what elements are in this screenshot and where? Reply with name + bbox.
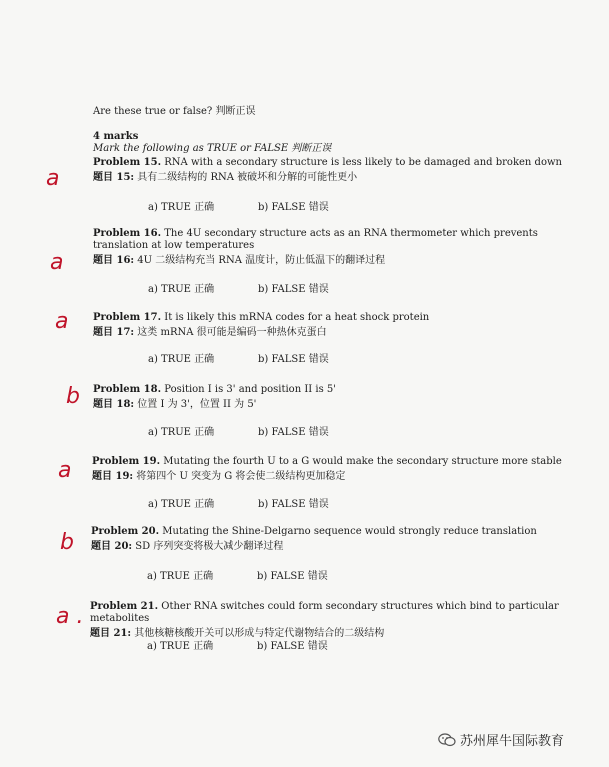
- problem-21: [90, 601, 590, 640]
- problem-text: The 4U secondary structure acts as an RNA thermometer which prevents translation at low temperatures: [93, 228, 538, 251]
- option-true: a) TRUE 正确: [148, 499, 215, 510]
- choices-17: [148, 354, 329, 366]
- option-false: b) FALSE 错误: [258, 427, 329, 438]
- problem-15: [93, 157, 593, 184]
- handwritten-answer: b: [60, 530, 74, 555]
- choices-15: [148, 202, 329, 214]
- option-true: a) TRUE 正确: [148, 354, 215, 365]
- problem-text: Mutating the Shine-Delgarno sequence would strongly reduce translation: [162, 526, 537, 537]
- problem-text-zh: 4U 二级结构充当 RNA 温度计，防止低温下的翻译过程: [137, 255, 386, 266]
- option-false: b) FALSE 错误: [258, 499, 329, 510]
- problem-number: Problem 18.: [93, 384, 162, 395]
- instruction-text: Mark the following as TRUE or FALSE 判断正误: [93, 143, 332, 154]
- option-false: b) FALSE 错误: [257, 641, 328, 652]
- option-true: a) TRUE 正确: [147, 641, 214, 652]
- problem-text: Position I is 3' and position II is 5': [164, 384, 337, 395]
- problem-20: [91, 526, 591, 553]
- option-true: a) TRUE 正确: [147, 571, 214, 582]
- problem-text-zh: 其他核糖核酸开关可以形成与特定代谢物结合的二级结构: [134, 628, 385, 639]
- problem-number: Problem 15.: [93, 157, 162, 168]
- problem-text-zh: SD 序列突变将极大减少翻译过程: [135, 541, 284, 552]
- problem-number: Problem 21.: [90, 601, 159, 612]
- choices-19: [148, 499, 329, 511]
- choices-21: [147, 641, 328, 653]
- problem-text-zh: 位置 I 为 3'，位置 II 为 5': [137, 399, 257, 410]
- intro-question: Are these true or false? 判断正误: [93, 106, 256, 117]
- problem-text: It is likely this mRNA codes for a heat shock protein: [164, 312, 430, 323]
- problem-number-zh: 题目 17:: [93, 327, 135, 338]
- problem-text-zh: 具有二级结构的 RNA 被破坏和分解的可能性更小: [137, 172, 358, 183]
- marks-label: 4 marks: [93, 131, 139, 142]
- problem-text: RNA with a secondary structure is less likely to be damaged and broken down: [164, 157, 562, 168]
- choices-16: [148, 284, 329, 296]
- option-false: b) FALSE 错误: [258, 284, 329, 295]
- option-true: a) TRUE 正确: [148, 202, 215, 213]
- problem-18: [93, 384, 593, 411]
- problem-number: Problem 19.: [92, 456, 161, 467]
- handwritten-answer: a: [46, 166, 60, 191]
- problem-text: Mutating the fourth U to a G would make the secondary structure more stable: [163, 456, 562, 467]
- handwritten-answer: a: [55, 309, 69, 334]
- problem-number-zh: 题目 18:: [93, 399, 135, 410]
- watermark: [438, 730, 564, 749]
- option-false: b) FALSE 错误: [258, 354, 329, 365]
- option-true: a) TRUE 正确: [148, 427, 215, 438]
- choices-20: [147, 571, 328, 583]
- problem-number-zh: 题目 20:: [91, 541, 133, 552]
- handwritten-answer: a: [50, 250, 64, 275]
- problem-number: Problem 17.: [93, 312, 162, 323]
- problem-number: Problem 20.: [91, 526, 160, 537]
- problem-number: Problem 16.: [93, 228, 162, 239]
- watermark-text: 苏州犀牛国际教育: [460, 734, 565, 749]
- problem-16: [93, 228, 593, 267]
- choices-18: [148, 427, 329, 439]
- option-true: a) TRUE 正确: [148, 284, 215, 295]
- problem-text-zh: 这类 mRNA 很可能是编码一种热休克蛋白: [137, 327, 327, 338]
- problem-text-zh: 将第四个 U 突变为 G 将会使二级结构更加稳定: [136, 471, 346, 482]
- handwritten-answer: a .: [56, 604, 84, 629]
- problem-number-zh: 题目 21:: [90, 628, 132, 639]
- problem-number-zh: 题目 16:: [93, 255, 135, 266]
- problem-19: [92, 456, 592, 483]
- problem-number-zh: 题目 15:: [93, 172, 135, 183]
- handwritten-answer: a: [58, 458, 72, 483]
- handwritten-answer: b: [66, 384, 80, 409]
- wechat-icon: [438, 733, 456, 747]
- option-false: b) FALSE 错误: [258, 202, 329, 213]
- option-false: b) FALSE 错误: [257, 571, 328, 582]
- problem-17: [93, 312, 593, 339]
- problem-number-zh: 题目 19:: [92, 471, 134, 482]
- problem-text: Other RNA switches could form secondary structures which bind to particular metabolites: [90, 601, 559, 624]
